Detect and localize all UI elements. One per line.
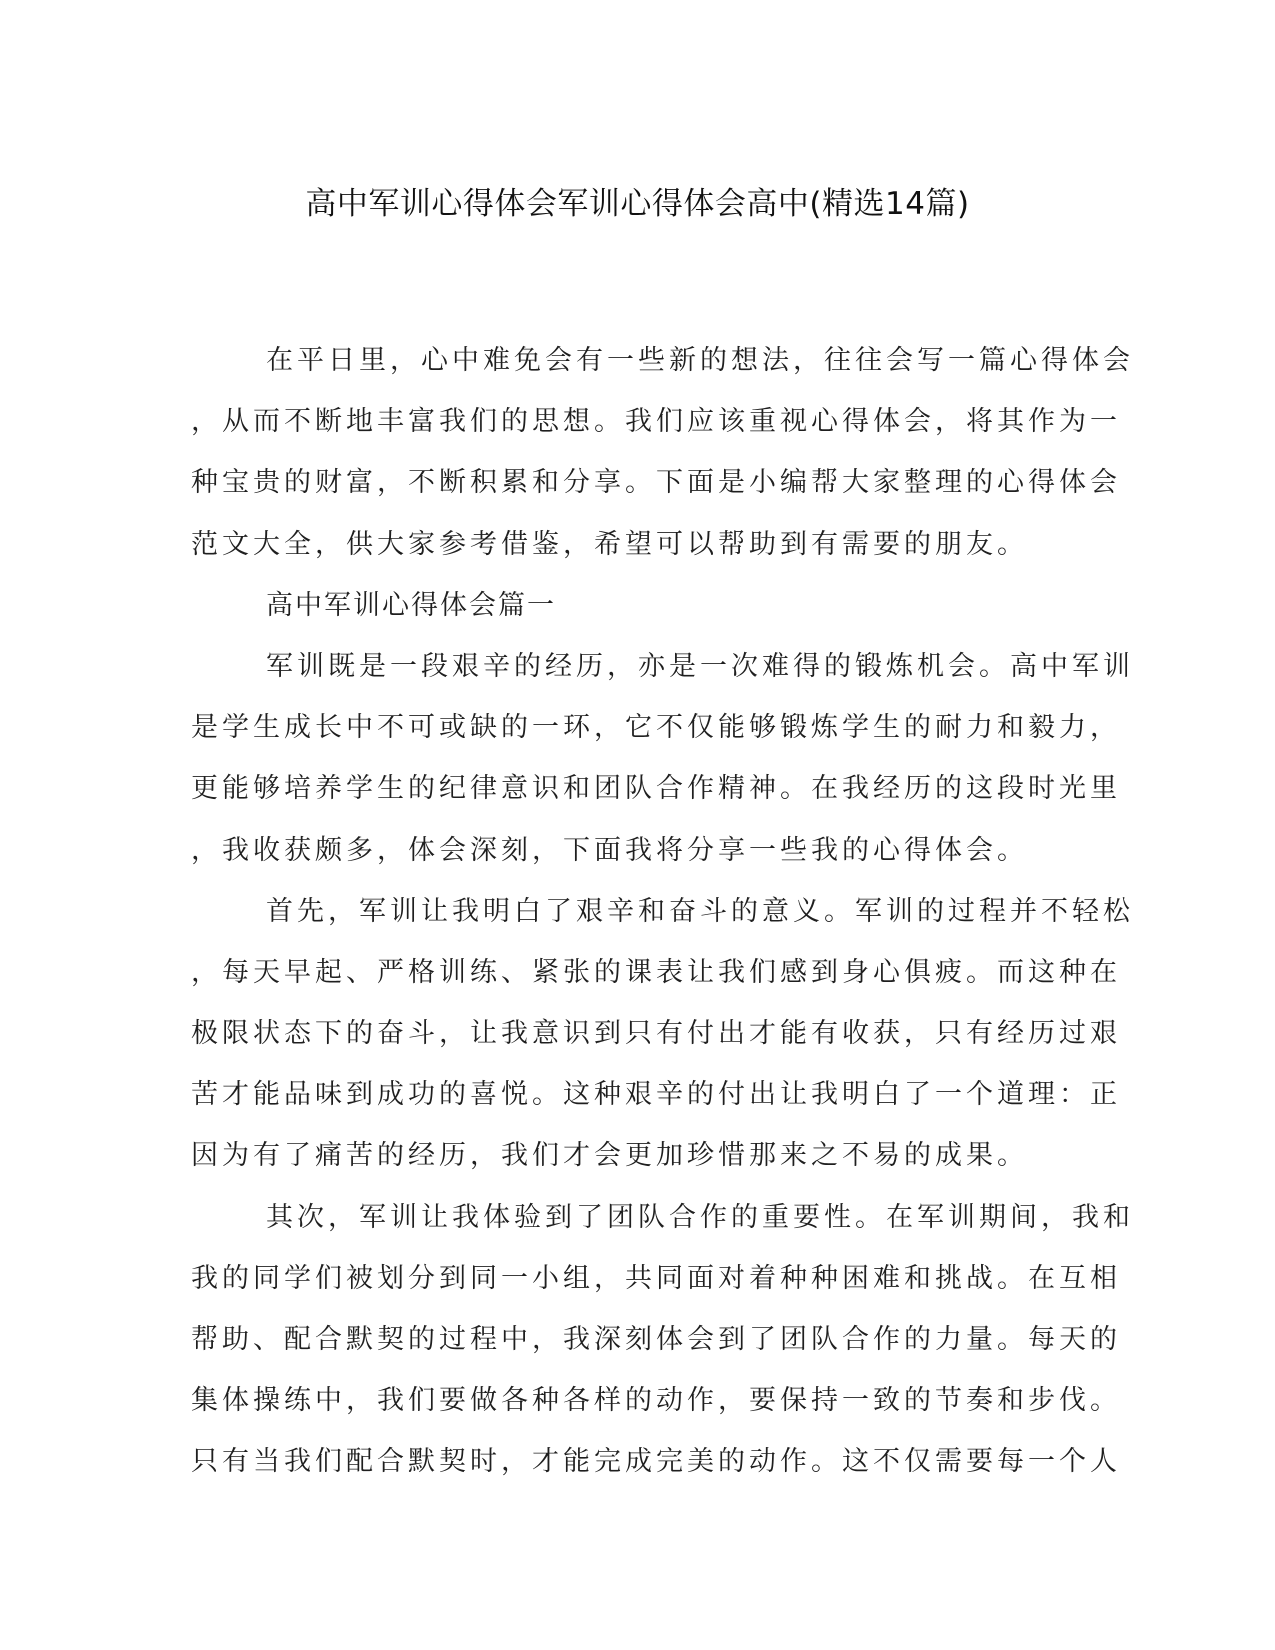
paragraph-line: 帮助、配合默契的过程中，我深刻体会到了团队合作的力量。每天的: [191, 1324, 1121, 1355]
paragraph-line: ，从而不断地丰富我们的思想。我们应该重视心得体会，将其作为一: [191, 406, 1121, 438]
paragraph-line: 首先，军训让我明白了艰辛和奋斗的意义。军训的过程并不轻松: [266, 895, 1134, 927]
section-heading: 高中军训心得体会篇一: [266, 589, 556, 621]
paragraph-line: 更能够培养学生的纪律意识和团队合作精神。在我经历的这段时光里: [191, 773, 1121, 805]
paragraph-line: 因为有了痛苦的经历，我们才会更加珍惜那来之不易的成果。: [191, 1140, 1028, 1172]
paragraph-line: 苦才能品味到成功的喜悦。这种艰辛的付出让我明白了一个道理：正: [191, 1079, 1121, 1111]
paragraph-line: 是学生成长中不可或缺的一环，它不仅能够锻炼学生的耐力和毅力，: [191, 712, 1121, 744]
paragraph-line: 其次，军训让我体验到了团队合作的重要性。在军训期间，我和: [266, 1201, 1134, 1233]
document-body: [191, 330, 1134, 1493]
paragraph-line: 集体操练中，我们要做各种各样的动作，要保持一致的节奏和步伐。: [191, 1385, 1121, 1417]
paragraph-line: 极限状态下的奋斗，让我意识到只有付出才能有收获，只有经历过艰: [191, 1018, 1121, 1050]
paragraph-line: 我的同学们被划分到同一小组，共同面对着种种困难和挑战。在互相: [191, 1262, 1121, 1294]
paragraph-line: ，每天早起、严格训练、紧张的课表让我们感到身心俱疲。而这种在: [191, 956, 1121, 988]
paragraph-line: 在平日里，心中难免会有一些新的想法，往往会写一篇心得体会: [266, 345, 1134, 376]
paragraph-line: ，我收获颇多，体会深刻，下面我将分享一些我的心得体会。: [191, 834, 1028, 866]
paragraph-line: 只有当我们配合默契时，才能完成完美的动作。这不仅需要每一个人: [191, 1446, 1121, 1478]
paragraph-line: 军训既是一段艰辛的经历，亦是一次难得的锻炼机会。高中军训: [266, 650, 1134, 682]
document-title: 高中军训心得体会军训心得体会高中(精选14篇): [305, 186, 970, 222]
paragraph-line: 范文大全，供大家参考借鉴，希望可以帮助到有需要的朋友。: [191, 528, 1028, 560]
paragraph-line: 种宝贵的财富，不断积累和分享。下面是小编帮大家整理的心得体会: [191, 467, 1121, 499]
